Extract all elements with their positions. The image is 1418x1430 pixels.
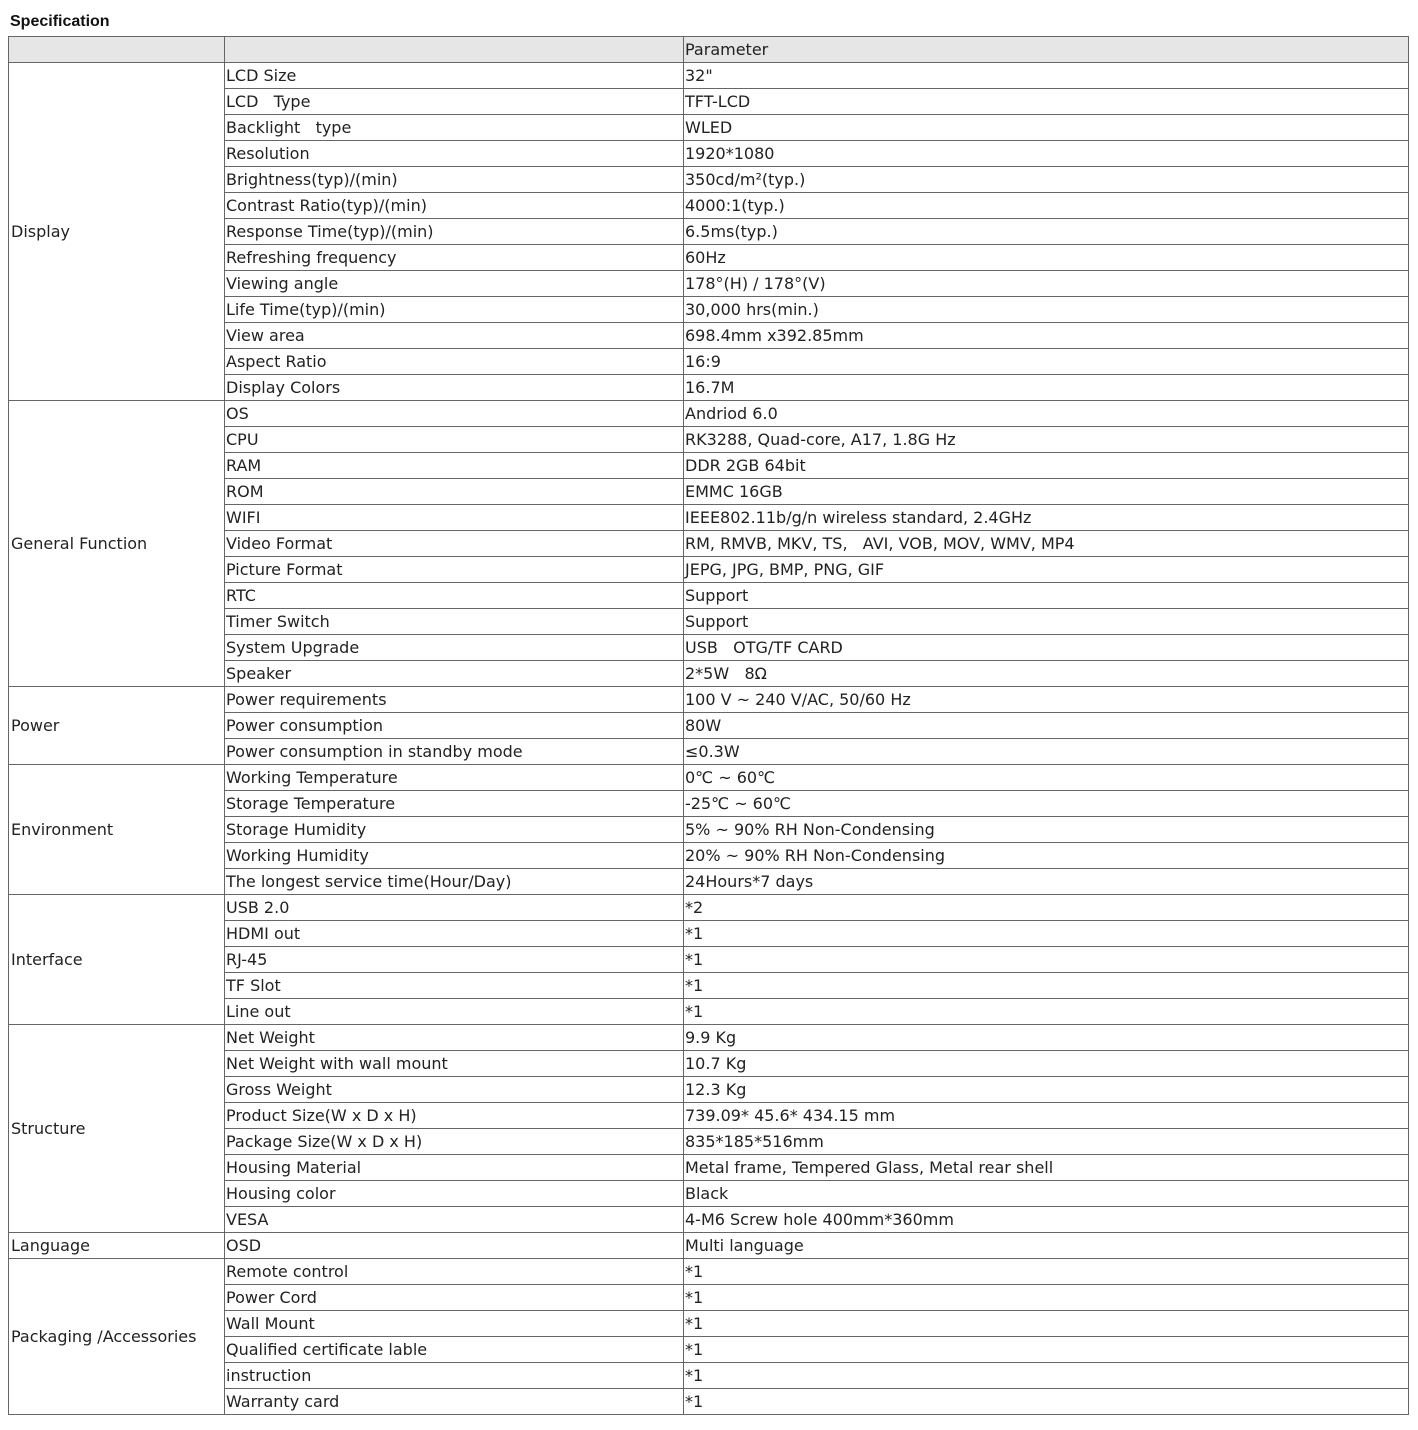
spec-value-cell: 24Hours*7 days — [684, 869, 1409, 895]
spec-value-cell: 1920*1080 — [684, 141, 1409, 167]
table-row — [9, 895, 1409, 921]
spec-value-cell: 835*185*516mm — [684, 1129, 1409, 1155]
spec-value-cell: 32" — [684, 63, 1409, 89]
spec-item-cell: HDMI out — [225, 921, 684, 947]
spec-value-cell: USB OTG/TF CARD — [684, 635, 1409, 661]
table-row — [9, 1259, 1409, 1285]
spec-item-cell: Working Humidity — [225, 843, 684, 869]
spec-value-cell: EMMC 16GB — [684, 479, 1409, 505]
spec-item-cell: LCD Type — [225, 89, 684, 115]
spec-value-cell: *1 — [684, 1285, 1409, 1311]
spec-value-cell: 739.09* 45.6* 434.15 mm — [684, 1103, 1409, 1129]
section-label-cell: Interface — [9, 895, 225, 1025]
spec-value-cell: TFT-LCD — [684, 89, 1409, 115]
spec-item-cell: View area — [225, 323, 684, 349]
spec-item-cell: Display Colors — [225, 375, 684, 401]
spec-value-cell: IEEE802.11b/g/n wireless standard, 2.4GHz — [684, 505, 1409, 531]
spec-item-cell: Net Weight with wall mount — [225, 1051, 684, 1077]
spec-item-cell: Resolution — [225, 141, 684, 167]
spec-value-cell: Metal frame, Tempered Glass, Metal rear shell — [684, 1155, 1409, 1181]
section-label-cell: Structure — [9, 1025, 225, 1233]
spec-value-cell: RK3288, Quad-core, A17, 1.8G Hz — [684, 427, 1409, 453]
table-row — [9, 765, 1409, 791]
spec-item-cell: Storage Humidity — [225, 817, 684, 843]
spec-value-cell: 178°(H) / 178°(V) — [684, 271, 1409, 297]
table-row — [9, 1233, 1409, 1259]
spec-value-cell: 4-M6 Screw hole 400mm*360mm — [684, 1207, 1409, 1233]
spec-item-cell: CPU — [225, 427, 684, 453]
header-item-cell — [225, 37, 684, 63]
spec-item-cell: Warranty card — [225, 1389, 684, 1415]
spec-item-cell: Power consumption in standby mode — [225, 739, 684, 765]
spec-value-cell: 0℃ ~ 60℃ — [684, 765, 1409, 791]
spec-value-cell: 2*5W 8Ω — [684, 661, 1409, 687]
spec-item-cell: Storage Temperature — [225, 791, 684, 817]
section-label-cell: Power — [9, 687, 225, 765]
spec-value-cell: *1 — [684, 1363, 1409, 1389]
spec-item-cell: Power consumption — [225, 713, 684, 739]
header-group-cell — [9, 37, 225, 63]
spec-item-cell: Life Time(typ)/(min) — [225, 297, 684, 323]
spec-value-cell: ≤0.3W — [684, 739, 1409, 765]
spec-item-cell: Housing color — [225, 1181, 684, 1207]
table-row — [9, 687, 1409, 713]
spec-value-cell: Support — [684, 609, 1409, 635]
section-label-cell: Packaging /Accessories — [9, 1259, 225, 1415]
table-header-row — [9, 37, 1409, 63]
spec-value-cell: 4000:1(typ.) — [684, 193, 1409, 219]
spec-value-cell: RM, RMVB, MKV, TS, AVI, VOB, MOV, WMV, MP4 — [684, 531, 1409, 557]
spec-item-cell: Aspect Ratio — [225, 349, 684, 375]
spec-item-cell: Qualified certificate lable — [225, 1337, 684, 1363]
spec-item-cell: Picture Format — [225, 557, 684, 583]
spec-item-cell: Product Size(W x D x H) — [225, 1103, 684, 1129]
spec-item-cell: ROM — [225, 479, 684, 505]
spec-value-cell: *1 — [684, 921, 1409, 947]
spec-item-cell: Contrast Ratio(typ)/(min) — [225, 193, 684, 219]
spec-item-cell: Speaker — [225, 661, 684, 687]
spec-item-cell: Remote control — [225, 1259, 684, 1285]
spec-item-cell: Gross Weight — [225, 1077, 684, 1103]
header-parameter-cell: Parameter — [684, 37, 1409, 63]
section-label-cell: Display — [9, 63, 225, 401]
spec-item-cell: Brightness(typ)/(min) — [225, 167, 684, 193]
spec-value-cell: 9.9 Kg — [684, 1025, 1409, 1051]
spec-item-cell: TF Slot — [225, 973, 684, 999]
spec-value-cell: 60Hz — [684, 245, 1409, 271]
spec-value-cell: *1 — [684, 1389, 1409, 1415]
spec-item-cell: Package Size(W x D x H) — [225, 1129, 684, 1155]
spec-item-cell: The longest service time(Hour/Day) — [225, 869, 684, 895]
spec-value-cell: 698.4mm x392.85mm — [684, 323, 1409, 349]
spec-value-cell: 20% ~ 90% RH Non-Condensing — [684, 843, 1409, 869]
spec-item-cell: USB 2.0 — [225, 895, 684, 921]
spec-value-cell: DDR 2GB 64bit — [684, 453, 1409, 479]
spec-value-cell: 10.7 Kg — [684, 1051, 1409, 1077]
spec-item-cell: OS — [225, 401, 684, 427]
table-row — [9, 63, 1409, 89]
spec-value-cell: *1 — [684, 973, 1409, 999]
spec-value-cell: 80W — [684, 713, 1409, 739]
spec-value-cell: *1 — [684, 947, 1409, 973]
spec-value-cell: *1 — [684, 1311, 1409, 1337]
spec-item-cell: LCD Size — [225, 63, 684, 89]
spec-value-cell: 12.3 Kg — [684, 1077, 1409, 1103]
spec-item-cell: Power Cord — [225, 1285, 684, 1311]
spec-item-cell: Net Weight — [225, 1025, 684, 1051]
section-label-cell: Language — [9, 1233, 225, 1259]
page-title: Specification — [10, 13, 110, 30]
spec-item-cell: System Upgrade — [225, 635, 684, 661]
spec-item-cell: Timer Switch — [225, 609, 684, 635]
spec-item-cell: VESA — [225, 1207, 684, 1233]
spec-value-cell: *1 — [684, 1259, 1409, 1285]
spec-value-cell: 6.5ms(typ.) — [684, 219, 1409, 245]
spec-item-cell: RAM — [225, 453, 684, 479]
spec-item-cell: Line out — [225, 999, 684, 1025]
spec-value-cell: JEPG, JPG, BMP, PNG, GIF — [684, 557, 1409, 583]
spec-value-cell: 100 V ~ 240 V/AC, 50/60 Hz — [684, 687, 1409, 713]
spec-item-cell: instruction — [225, 1363, 684, 1389]
spec-value-cell: 350cd/m²(typ.) — [684, 167, 1409, 193]
section-label-cell: Environment — [9, 765, 225, 895]
spec-item-cell: Video Format — [225, 531, 684, 557]
table-row — [9, 1025, 1409, 1051]
specification-table-body — [9, 63, 1409, 1415]
spec-item-cell: RJ-45 — [225, 947, 684, 973]
spec-item-cell: Response Time(typ)/(min) — [225, 219, 684, 245]
specification-table — [8, 36, 1409, 1415]
spec-value-cell: 5% ~ 90% RH Non-Condensing — [684, 817, 1409, 843]
spec-value-cell: Andriod 6.0 — [684, 401, 1409, 427]
spec-value-cell: Multi language — [684, 1233, 1409, 1259]
spec-value-cell: 16:9 — [684, 349, 1409, 375]
spec-item-cell: Wall Mount — [225, 1311, 684, 1337]
spec-value-cell: *1 — [684, 1337, 1409, 1363]
spec-item-cell: Working Temperature — [225, 765, 684, 791]
spec-value-cell: 30,000 hrs(min.) — [684, 297, 1409, 323]
spec-value-cell: Support — [684, 583, 1409, 609]
spec-value-cell: -25℃ ~ 60℃ — [684, 791, 1409, 817]
spec-item-cell: Housing Material — [225, 1155, 684, 1181]
spec-item-cell: Refreshing frequency — [225, 245, 684, 271]
spec-item-cell: Backlight type — [225, 115, 684, 141]
spec-item-cell: Viewing angle — [225, 271, 684, 297]
spec-item-cell: RTC — [225, 583, 684, 609]
table-row — [9, 401, 1409, 427]
spec-item-cell: OSD — [225, 1233, 684, 1259]
spec-value-cell: WLED — [684, 115, 1409, 141]
spec-item-cell: Power requirements — [225, 687, 684, 713]
spec-value-cell: *2 — [684, 895, 1409, 921]
spec-item-cell: WIFI — [225, 505, 684, 531]
spec-value-cell: Black — [684, 1181, 1409, 1207]
spec-value-cell: 16.7M — [684, 375, 1409, 401]
section-label-cell: General Function — [9, 401, 225, 687]
spec-value-cell: *1 — [684, 999, 1409, 1025]
